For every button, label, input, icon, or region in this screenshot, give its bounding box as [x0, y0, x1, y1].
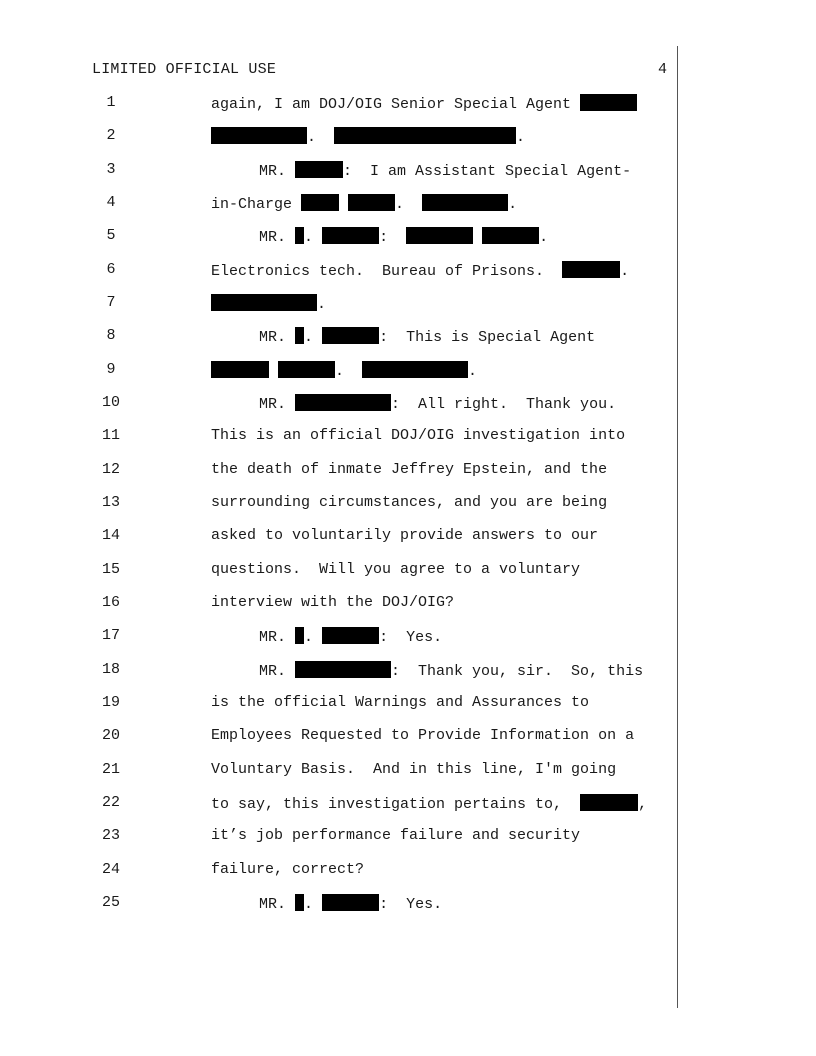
line-text: MR. : Thank you, sir. So, this	[259, 663, 644, 680]
transcript-line	[0, 861, 816, 883]
line-text: Electronics tech. Bureau of Prisons. .	[211, 263, 630, 280]
line-text: MR. : All right. Thank you.	[259, 396, 617, 413]
transcript-line	[0, 527, 816, 549]
transcript-line	[0, 627, 816, 649]
line-number: 18	[101, 661, 120, 678]
transcript-line	[0, 727, 816, 749]
line-text: in-Charge . .	[211, 196, 518, 213]
line-number: 1	[106, 94, 116, 111]
line-text: failure, correct?	[211, 861, 365, 878]
redaction-block	[295, 394, 391, 411]
redaction-block	[362, 361, 468, 378]
transcript-line	[0, 361, 816, 383]
line-number: 11	[101, 427, 120, 444]
line-number: 2	[106, 127, 116, 144]
line-number: 16	[101, 594, 120, 611]
line-number: 23	[101, 827, 120, 844]
line-number: 10	[101, 394, 120, 411]
line-text: is the official Warnings and Assurances to	[211, 694, 590, 711]
transcript-line	[0, 261, 816, 283]
redaction-block	[406, 227, 473, 244]
transcript-line	[0, 827, 816, 849]
line-number: 5	[106, 227, 116, 244]
line-number: 22	[101, 794, 120, 811]
transcript-line	[0, 327, 816, 349]
redaction-block	[562, 261, 620, 278]
line-number: 15	[101, 561, 120, 578]
transcript-line	[0, 594, 816, 616]
line-text: This is an official DOJ/OIG investigation into	[211, 427, 626, 444]
line-text: again, I am DOJ/OIG Senior Special Agent	[211, 94, 637, 113]
transcript-line	[0, 661, 816, 683]
redaction-block	[211, 294, 317, 311]
page-header-classification: LIMITED OFFICIAL USE	[92, 61, 277, 78]
transcript-line	[0, 694, 816, 716]
redaction-block	[295, 661, 391, 678]
transcript-line	[0, 761, 816, 783]
line-number: 19	[101, 694, 120, 711]
line-number: 7	[106, 294, 116, 311]
line-number: 6	[106, 261, 116, 278]
line-text: MR. . : Yes.	[259, 629, 443, 646]
line-text: MR. : I am Assistant Special Agent-	[259, 163, 632, 180]
redaction-block	[580, 794, 638, 811]
line-number: 21	[101, 761, 120, 778]
redaction-block	[482, 227, 539, 244]
line-number: 13	[101, 494, 120, 511]
line-text: Voluntary Basis. And in this line, I'm going	[211, 761, 617, 778]
line-text: MR. . : This is Special Agent	[259, 329, 596, 346]
transcript-line	[0, 461, 816, 483]
transcript-line	[0, 794, 816, 816]
redaction-block	[301, 194, 339, 211]
line-text: asked to voluntarily provide answers to our	[211, 527, 599, 544]
line-number: 20	[101, 727, 120, 744]
line-number: 25	[101, 894, 120, 911]
line-text: questions. Will you agree to a voluntary	[211, 561, 581, 578]
redaction-block	[295, 327, 304, 344]
redaction-block	[422, 194, 508, 211]
transcript-line	[0, 127, 816, 149]
redaction-block	[334, 127, 516, 144]
line-text: MR. . : .	[259, 229, 549, 246]
transcript-line	[0, 227, 816, 249]
transcript-line	[0, 294, 816, 316]
line-text: to say, this investigation pertains to, ,	[211, 796, 648, 813]
redaction-block	[322, 327, 379, 344]
line-number: 3	[106, 161, 116, 178]
redaction-block	[295, 894, 304, 911]
transcript-line	[0, 394, 816, 416]
transcript-line	[0, 194, 816, 216]
redaction-block	[278, 361, 335, 378]
redaction-block	[322, 627, 379, 644]
line-text: the death of inmate Jeffrey Epstein, and the	[211, 461, 608, 478]
transcript-line	[0, 561, 816, 583]
redaction-block	[322, 894, 379, 911]
line-text: interview with the DOJ/OIG?	[211, 594, 455, 611]
transcript-line	[0, 427, 816, 449]
transcript-line	[0, 494, 816, 516]
line-text: it’s job performance failure and security	[211, 827, 581, 844]
redaction-block	[295, 161, 343, 178]
line-number: 9	[106, 361, 116, 378]
line-text: . .	[211, 127, 525, 146]
transcript-line	[0, 894, 816, 916]
page-number: 4	[658, 61, 668, 78]
line-number: 14	[101, 527, 120, 544]
redaction-block	[211, 127, 307, 144]
line-text: .	[211, 294, 326, 313]
redaction-block	[295, 227, 304, 244]
transcript-line	[0, 94, 816, 116]
line-text: . .	[211, 361, 477, 380]
redaction-block	[211, 361, 269, 378]
line-number: 17	[101, 627, 120, 644]
line-number: 8	[106, 327, 116, 344]
transcript-line	[0, 161, 816, 183]
line-text: MR. . : Yes.	[259, 896, 443, 913]
redaction-block	[322, 227, 379, 244]
line-text: Employees Requested to Provide Information on a	[211, 727, 635, 744]
redaction-block	[580, 94, 637, 111]
line-number: 12	[101, 461, 120, 478]
redaction-block	[295, 627, 304, 644]
line-number: 24	[101, 861, 120, 878]
line-text: surrounding circumstances, and you are being	[211, 494, 608, 511]
line-number: 4	[106, 194, 116, 211]
redaction-block	[348, 194, 395, 211]
